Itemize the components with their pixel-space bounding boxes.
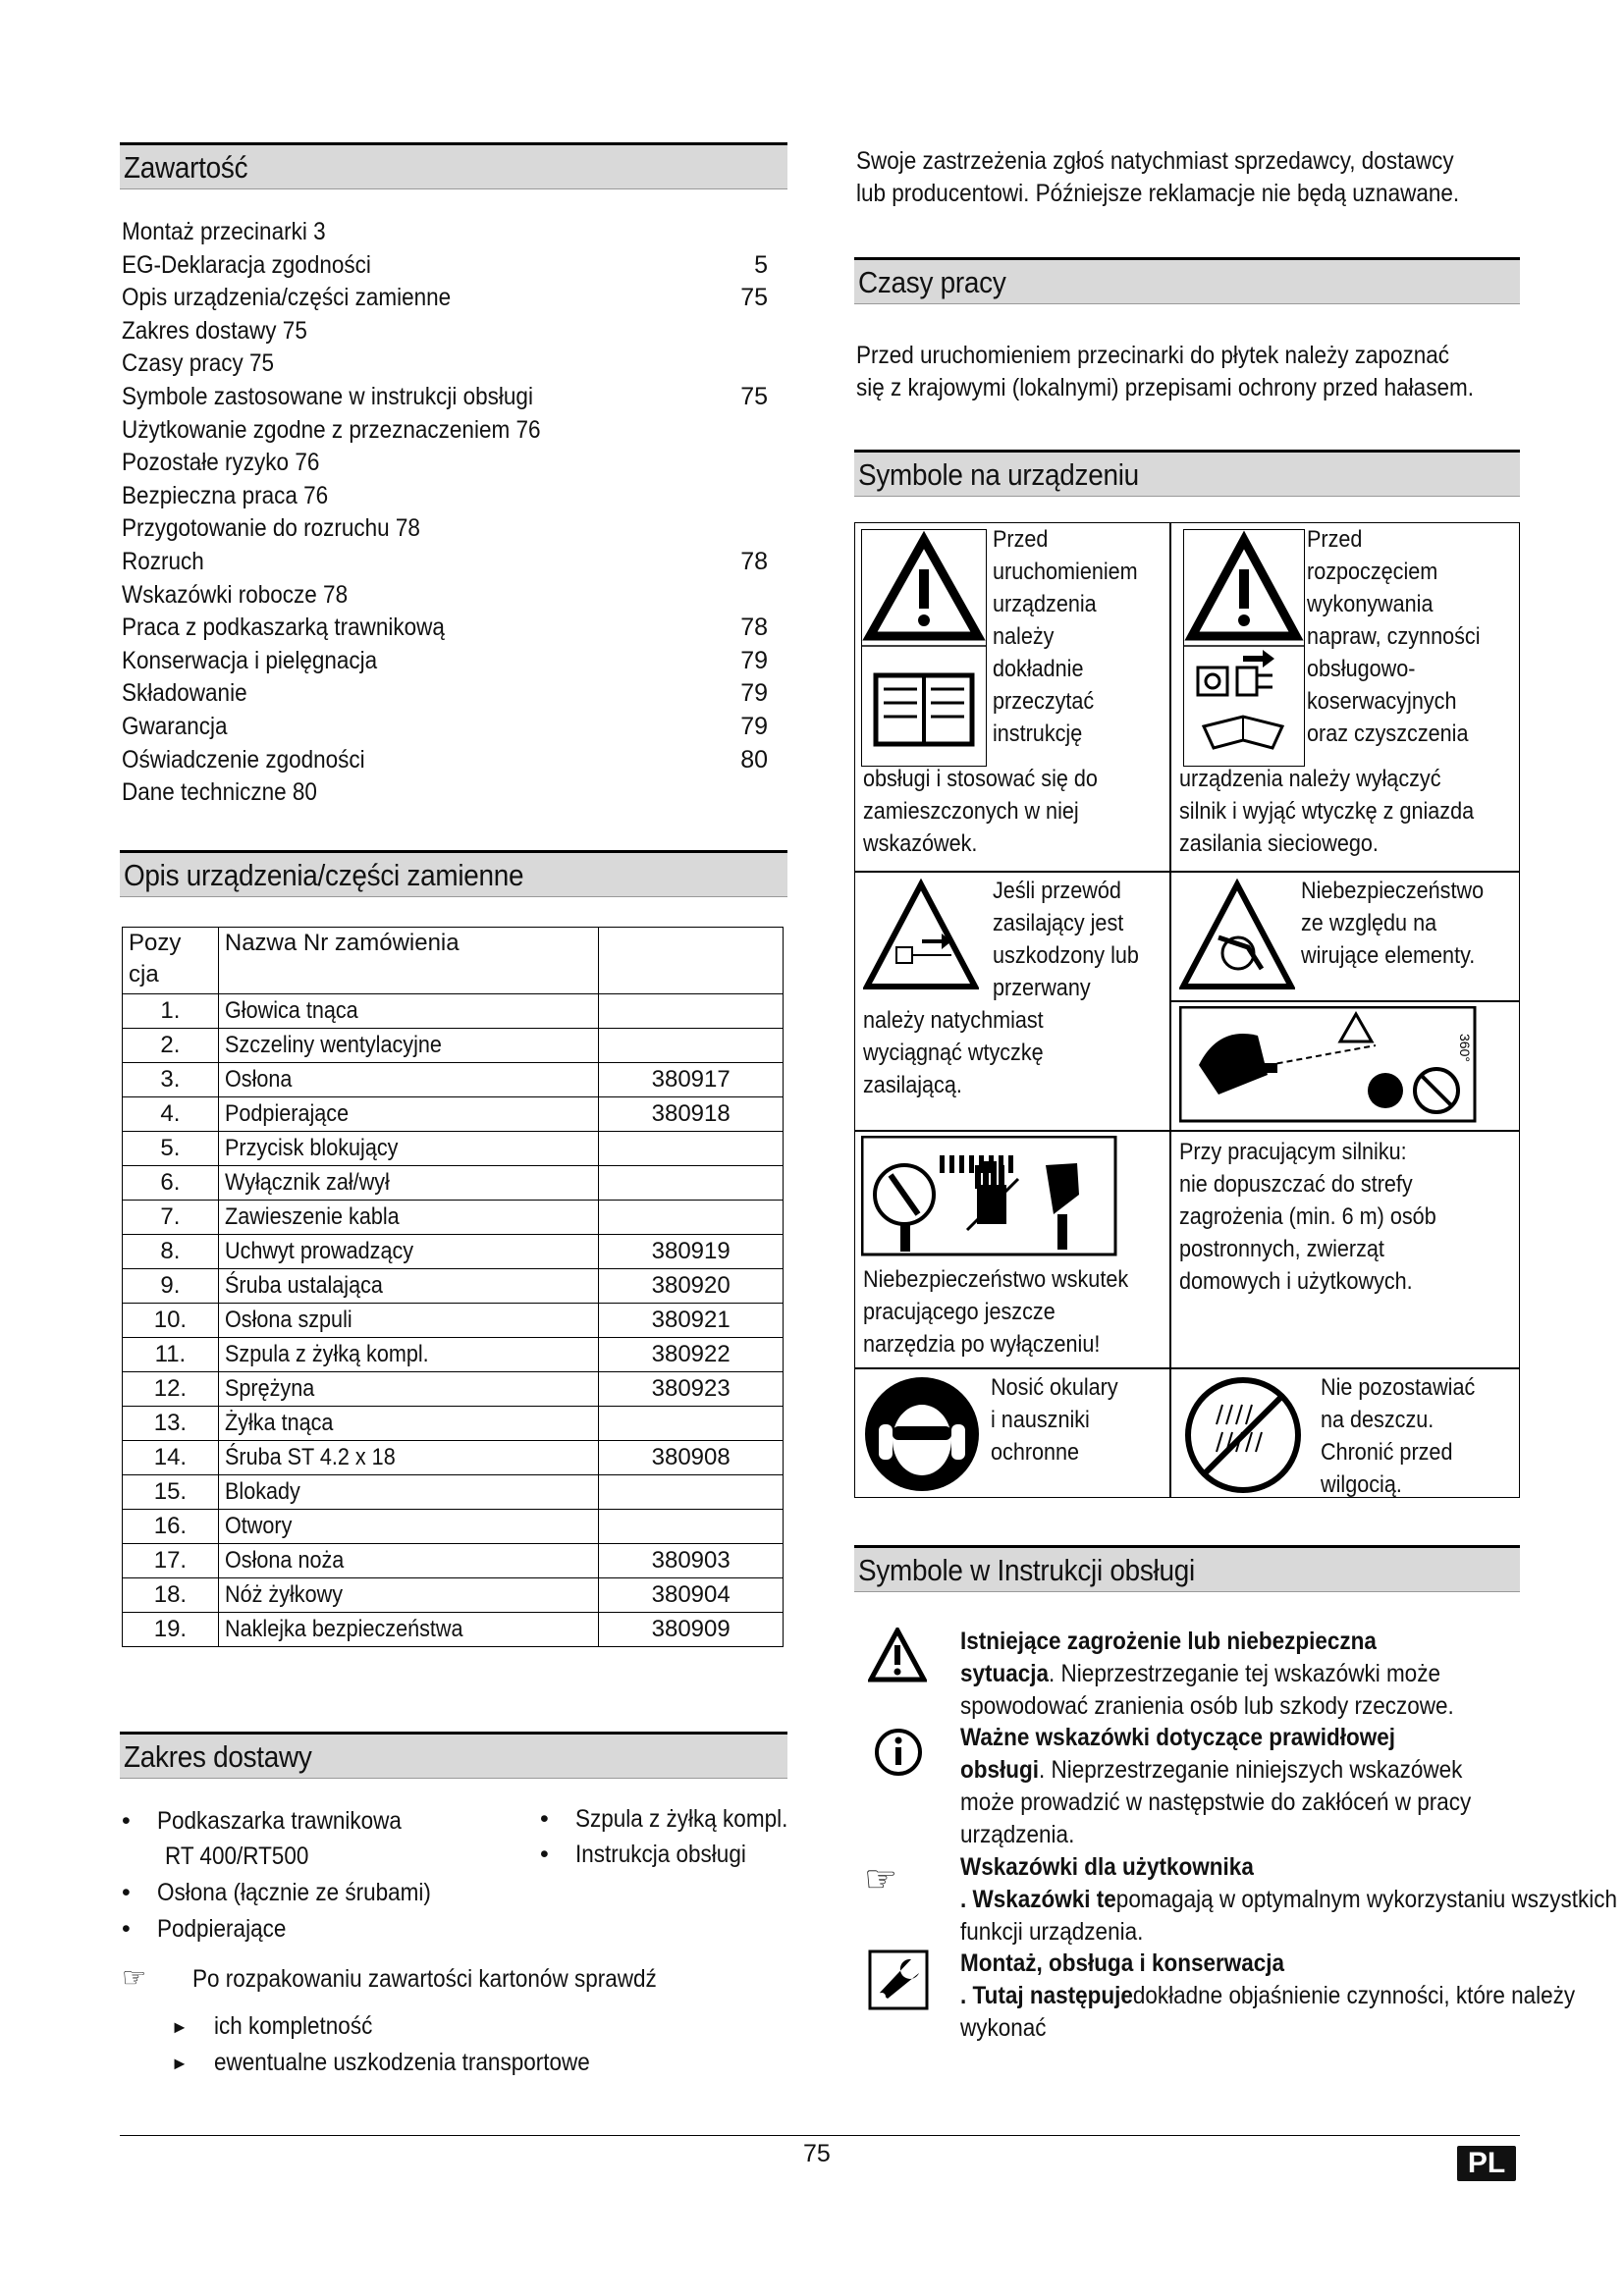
toc-entry: [120, 679, 768, 711]
symbol-text-line: uruchomieniem: [993, 559, 1138, 585]
manual-symbol-info-text: [960, 1722, 1569, 1851]
symbol-text-damaged-cable: [993, 875, 1155, 1004]
parts-pos: 4.: [123, 1097, 219, 1132]
parts-name: Sprężyna: [218, 1372, 599, 1407]
toc-entry: [120, 514, 768, 546]
symbol-lead-text: sytuacja: [960, 1660, 1050, 1687]
parts-title: Opis urządzenia/części zamienne: [124, 858, 524, 892]
parts-order-number: 380909: [599, 1613, 784, 1647]
parts-order-number: [599, 1029, 784, 1063]
parts-name: Uchwyt prowadzący: [218, 1235, 599, 1269]
manual-symbols-heading: [854, 1545, 1520, 1592]
parts-pos: 9.: [123, 1269, 219, 1304]
symbol-text-line: rozpoczęciem: [1307, 559, 1438, 585]
symbol-text-no-rain: [1321, 1371, 1492, 1501]
symbol-text-line: obsługowo-: [1307, 656, 1416, 682]
operator-danger-zone-icon: [1179, 1006, 1484, 1126]
toc-entry-title: Opis urządzenia/części zamienne: [122, 284, 452, 312]
parts-name: Nóż żyłkowy: [218, 1578, 599, 1613]
parts-row: [123, 1201, 784, 1235]
parts-row: [123, 1235, 784, 1269]
parts-name: Śruba ustalająca: [218, 1269, 599, 1304]
symbol-cell-damaged-cable: [854, 872, 1170, 1131]
symbol-text-line: domowych i użytkowych.: [1179, 1268, 1413, 1295]
symbol-text-line: Przy pracującym silniku:: [1179, 1139, 1407, 1165]
parts-name: Śruba ST 4.2 x 18: [218, 1441, 599, 1475]
toc-entry: [120, 614, 768, 645]
parts-order-number: [599, 1201, 784, 1235]
wrench-icon: [868, 1949, 929, 2010]
parts-row: [123, 994, 784, 1029]
parts-name: Osłona noża: [218, 1544, 599, 1578]
parts-name: Otwory: [218, 1510, 599, 1544]
work-times-heading: [854, 257, 1520, 304]
manual-symbol-tip-text: [960, 1851, 1617, 1949]
parts-name: Żyłka tnąca: [218, 1407, 599, 1441]
toc-entry: [120, 482, 768, 513]
symbol-body-text: . Nieprzestrzeganie niniejszych wskazówek: [1039, 1756, 1463, 1784]
warning-triangle-icon: [862, 530, 986, 766]
bullet-dot: •: [540, 1805, 549, 1833]
symbol-text-line: koserwacyjnych: [1307, 688, 1457, 715]
parts-row: [123, 1132, 784, 1166]
running-tool-icon: [861, 1136, 1118, 1257]
parts-name: Wyłącznik zał/wył: [218, 1166, 599, 1201]
symbol-text-read-manual: [993, 523, 1154, 750]
bullet-dot: •: [122, 1915, 131, 1943]
warning-triangle-icon: [1184, 530, 1304, 766]
parts-pos: 17.: [123, 1544, 219, 1578]
manual-symbols-title: Symbole w Instrukcji obsługi: [858, 1553, 1195, 1587]
symbol-text-line: wskazówek.: [863, 830, 978, 857]
symbol-text-line: i nauszniki: [991, 1407, 1090, 1433]
arrow-bullet-icon: ►: [171, 2017, 189, 2037]
parts-pos: 5.: [123, 1132, 219, 1166]
parts-header-row: [123, 928, 784, 994]
parts-header-name: Nazwa Nr zamówienia: [218, 928, 599, 994]
symbol-cell-danger-zone-pictogram: [1170, 1001, 1520, 1131]
damaged-cable-warning-icon: [863, 879, 979, 994]
parts-name: Szpula z żyłką kompl.: [218, 1338, 599, 1372]
footer-rule: [120, 2135, 1520, 2136]
parts-name: Szczeliny wentylacyjne: [218, 1029, 599, 1063]
manual-symbol-service-text: [960, 1948, 1576, 2045]
parts-name: Blokady: [218, 1475, 599, 1510]
toc-entry: [120, 713, 768, 744]
symbol-text-tool-runs-on: [863, 1263, 1158, 1361]
symbol-text-line: należy natychmiast: [863, 1007, 1044, 1034]
toc-entry: [120, 383, 768, 414]
delivery-item-1b: RT 400/RT500: [165, 1842, 309, 1870]
device-symbols-title: Symbole na urządzeniu: [858, 457, 1139, 492]
parts-order-number: 380904: [599, 1578, 784, 1613]
symbol-lead-text: Istniejące zagrożenie lub niebezpieczna: [960, 1628, 1377, 1655]
symbol-body-text: pomagają w optymalnym wykorzystaniu wszystkich: [1115, 1886, 1617, 1913]
symbol-text-keep-distance: [1179, 1136, 1465, 1298]
toc-title: Zawartość: [124, 150, 248, 185]
toc-entry-title: Oświadczenie zgodności: [122, 745, 365, 774]
parts-table: [122, 927, 784, 1647]
symbol-lead-text: . Wskazówki te: [960, 1886, 1116, 1913]
symbol-text-line: Przed: [1307, 526, 1363, 553]
symbol-lead-text: Wskazówki dla użytkownika: [960, 1853, 1254, 1881]
parts-name: Podpierające: [218, 1097, 599, 1132]
toc-entry-title: Zakres dostawy 75: [122, 316, 307, 345]
parts-pos: 10.: [123, 1304, 219, 1338]
parts-pos: 15.: [123, 1475, 219, 1510]
symbol-text-line: zamieszczonych w niej: [863, 798, 1079, 825]
parts-row: [123, 1578, 784, 1613]
delivery-item-2: Osłona (łącznie ze śrubami): [157, 1879, 431, 1906]
toc-entry-title: EG-Deklaracja zgodności: [122, 250, 371, 279]
symbol-body-text: . Nieprzestrzeganie tej wskazówki może: [1049, 1660, 1440, 1687]
symbol-text-line: instrukcję: [993, 721, 1083, 747]
toc-entry-title: Praca z podkaszarką trawnikową: [122, 614, 445, 642]
info-icon: [874, 1728, 923, 1777]
warning-triangle-icon: [868, 1628, 927, 1682]
parts-pos: 13.: [123, 1407, 219, 1441]
parts-order-number: [599, 1510, 784, 1544]
no-rain-icon: [1183, 1375, 1303, 1495]
symbol-text-line: napraw, czynności: [1307, 623, 1481, 650]
symbol-text-line: zasilania sieciowego.: [1179, 830, 1379, 857]
symbol-text-line: postronnych, zwierząt: [1179, 1236, 1384, 1262]
parts-header-pos: Pozy cja: [123, 928, 219, 994]
language-badge: PL: [1457, 2146, 1516, 2181]
symbol-text-line: nie dopuszczać do strefy: [1179, 1171, 1413, 1198]
toc-entry: [120, 416, 768, 448]
toc-entry: [120, 251, 768, 283]
toc-entry-title: Konserwacja i pielęgnacja: [122, 646, 378, 674]
symbol-text-line: wykonywania: [1307, 591, 1434, 617]
symbol-lead-text: obsługi: [960, 1756, 1040, 1784]
symbol-text-line: Przed: [993, 526, 1049, 553]
protective-gear-icon: [863, 1375, 981, 1493]
parts-name: Głowica tnąca: [218, 994, 599, 1029]
toc-entry-title: Składowanie: [122, 679, 247, 708]
toc-entry-page: 80: [740, 745, 768, 774]
danger-zone-badge: 360°: [1457, 1034, 1473, 1062]
symbol-text-line: silnik i wyjąć wtyczkę z gniazda: [1179, 798, 1475, 825]
parts-order-number: [599, 1407, 784, 1441]
toc-entry-page: 79: [740, 646, 768, 674]
parts-pos: 11.: [123, 1338, 219, 1372]
parts-order-number: 380919: [599, 1235, 784, 1269]
toc-entry-title: Gwarancja: [122, 713, 228, 740]
symbol-cell-unplug-before-service: [1170, 522, 1520, 872]
parts-pos: 2.: [123, 1029, 219, 1063]
toc-entry: [120, 317, 768, 348]
toc-entry-title: Symbole zastosowane w instrukcji obsługi: [122, 383, 533, 410]
toc-entry: [120, 778, 768, 810]
toc-entry-page: 78: [740, 548, 768, 575]
symbol-text-rotating-parts: [1301, 875, 1504, 972]
toc-entry: [120, 218, 768, 249]
parts-name: Naklejka bezpieczeństwa: [218, 1613, 599, 1647]
symbol-body-text: wykonać: [960, 2014, 1047, 2042]
toc-entry-title: Pozostałe ryzyko 76: [122, 449, 320, 477]
parts-header-nr: [599, 928, 784, 994]
parts-pos: 19.: [123, 1613, 219, 1647]
parts-row: [123, 1269, 784, 1304]
symbol-text-line: Jeśli przewód: [993, 878, 1121, 904]
symbol-text-line: Niebezpieczeństwo wskutek: [863, 1266, 1129, 1293]
symbol-text-service: [1307, 523, 1499, 750]
arrow-bullet-icon: ►: [171, 2054, 189, 2073]
symbol-text-line: Chronić przed: [1321, 1439, 1453, 1466]
symbol-text-line: Nie pozostawiać: [1321, 1374, 1476, 1401]
symbol-lead-text: . Tutaj następuje: [960, 1982, 1133, 2009]
toc-entry-title: Przygotowanie do rozruchu 78: [122, 514, 420, 543]
delivery-check-1: ich kompletność: [214, 2012, 373, 2040]
symbol-text-line: obsługi i stosować się do: [863, 766, 1098, 792]
toc-entry-title: Rozruch: [122, 548, 204, 575]
toc-entry-page: 79: [740, 713, 768, 740]
delivery-note: Po rozpakowaniu zawartości kartonów sprawdź: [192, 1965, 657, 1993]
bullet-dot: •: [540, 1841, 549, 1868]
symbol-text-line: dokładnie: [993, 656, 1084, 682]
parts-row: [123, 1407, 784, 1441]
parts-row: [123, 1613, 784, 1647]
parts-pos: 8.: [123, 1235, 219, 1269]
parts-name: Przycisk blokujący: [218, 1132, 599, 1166]
symbol-text-line: pracującego jeszcze: [863, 1299, 1056, 1325]
parts-row: [123, 1441, 784, 1475]
toc-entry: [120, 284, 768, 315]
symbol-lead-text: Montaż, obsługa i konserwacja: [960, 1949, 1285, 1977]
toc-entry: [120, 349, 768, 381]
toc-entry: [120, 581, 768, 613]
symbol-text-line: zasilającą.: [863, 1072, 962, 1098]
symbol-body-text: urządzenia.: [960, 1821, 1075, 1848]
symbol-body-text: spowodować zranienia osób lub szkody rzeczowe.: [960, 1692, 1454, 1720]
book-icon: [1204, 717, 1282, 748]
symbol-text-line: urządzenia: [993, 591, 1097, 617]
claims-text: Swoje zastrzeżenia zgłoś natychmiast sprzedawcy, dostawcy lub producentowi. Późniejsze reklamacje nie będą uznawane.: [856, 147, 1460, 207]
toc-entry-page: 78: [740, 614, 768, 642]
parts-order-number: 380923: [599, 1372, 784, 1407]
parts-row: [123, 1166, 784, 1201]
symbol-text-read-manual-cont: [863, 763, 1123, 860]
parts-row: [123, 1063, 784, 1097]
toc-entry-page: 75: [740, 284, 768, 312]
parts-row: [123, 1544, 784, 1578]
toc-heading: [120, 142, 787, 189]
delivery-heading: [120, 1732, 787, 1779]
book-icon: [876, 675, 972, 744]
symbol-text-damaged-cable-cont: [863, 1004, 1063, 1101]
parts-order-number: 380917: [599, 1063, 784, 1097]
toc-entry-page: 79: [740, 679, 768, 708]
parts-row: [123, 1097, 784, 1132]
parts-order-number: 380921: [599, 1304, 784, 1338]
parts-row: [123, 1029, 784, 1063]
symbol-text-line: narzędzia po wyłączeniu!: [863, 1331, 1101, 1358]
symbol-cell-rotating-parts: [1170, 872, 1520, 1001]
parts-order-number: 380920: [599, 1269, 784, 1304]
symbol-body-text: funkcji urządzenia.: [960, 1918, 1144, 1946]
symbol-text-line: urządzenia należy wyłączyć: [1179, 766, 1441, 792]
symbol-text-line: wilgocią.: [1321, 1471, 1402, 1498]
hand-pointer-icon: ☞: [864, 1859, 898, 1900]
parts-name: Osłona: [218, 1063, 599, 1097]
bullet-dot: •: [122, 1879, 131, 1906]
delivery-check-2: ewentualne uszkodzenia transportowe: [214, 2049, 590, 2076]
parts-pos: 12.: [123, 1372, 219, 1407]
page-number: 75: [803, 2140, 831, 2167]
bullet-dot: •: [122, 1807, 131, 1835]
symbol-cell-read-manual: [854, 522, 1170, 872]
symbol-text-line: należy: [993, 623, 1055, 650]
delivery-item-3: Podpierające: [157, 1915, 287, 1943]
parts-row: [123, 1475, 784, 1510]
parts-pos: 3.: [123, 1063, 219, 1097]
parts-order-number: [599, 1475, 784, 1510]
work-times-title: Czasy pracy: [858, 265, 1006, 299]
symbol-lead-text: Ważne wskazówki dotyczące prawidłowej: [960, 1724, 1396, 1751]
toc-entry-title: Bezpieczna praca 76: [122, 481, 329, 509]
delivery-item-1: Podkaszarka trawnikowa: [157, 1807, 402, 1835]
parts-order-number: 380918: [599, 1097, 784, 1132]
symbol-text-line: ochronne: [991, 1439, 1080, 1466]
parts-order-number: 380908: [599, 1441, 784, 1475]
symbol-cell-no-rain: [1170, 1368, 1520, 1498]
symbol-text-line: przeczytać: [993, 688, 1095, 715]
symbol-text-line: oraz czyszczenia: [1307, 721, 1469, 747]
read-manual-icon-frame: [861, 529, 987, 767]
device-symbols-heading: [854, 450, 1520, 497]
parts-pos: 16.: [123, 1510, 219, 1544]
parts-pos: 18.: [123, 1578, 219, 1613]
toc-entry-title: Dane techniczne 80: [122, 778, 317, 807]
toc-entry-title: Czasy pracy 75: [122, 349, 275, 378]
work-times-text: Przed uruchomieniem przecinarki do płytek należy zapoznać się z krajowymi (lokalnymi) przepisami ochrony przed hałasem.: [856, 342, 1474, 401]
toc-entry: [120, 746, 768, 777]
symbol-text-line: na deszczu.: [1321, 1407, 1435, 1433]
parts-pos: 1.: [123, 994, 219, 1029]
symbol-body-text: dokładne objaśnienie czynności, które należy: [1132, 1982, 1576, 2009]
parts-row: [123, 1510, 784, 1544]
parts-pos: 6.: [123, 1166, 219, 1201]
parts-order-number: [599, 1166, 784, 1201]
delivery-item-5: Instrukcja obsługi: [575, 1841, 746, 1868]
symbol-text-line: przerwany: [993, 975, 1091, 1001]
symbol-cell-protective-gear: [854, 1368, 1170, 1498]
toc-entry: [120, 548, 768, 579]
parts-order-number: [599, 1132, 784, 1166]
symbol-cell-keep-distance: [1170, 1131, 1520, 1368]
parts-order-number: 380903: [599, 1544, 784, 1578]
toc-entry-page: 5: [754, 250, 768, 279]
toc-entry-page: 75: [740, 383, 768, 410]
manual-symbol-danger-text: [960, 1626, 1569, 1723]
rotating-parts-warning-icon: [1179, 879, 1295, 994]
symbol-text-line: zasilający jest: [993, 910, 1124, 936]
symbol-text-line: uszkodzony lub: [993, 942, 1139, 969]
symbol-text-line: Niebezpieczeństwo: [1301, 878, 1485, 904]
symbol-text-protective-gear: [991, 1371, 1132, 1468]
delivery-title: Zakres dostawy: [124, 1739, 312, 1774]
symbol-text-service-cont: [1179, 763, 1506, 860]
parts-pos: 7.: [123, 1201, 219, 1235]
symbol-text-line: zagrożenia (min. 6 m) osób: [1179, 1203, 1436, 1230]
parts-row: [123, 1372, 784, 1407]
parts-order-number: 380922: [599, 1338, 784, 1372]
parts-name: Zawieszenie kabla: [218, 1201, 599, 1235]
parts-pos: 14.: [123, 1441, 219, 1475]
service-icon-frame: [1183, 529, 1305, 767]
toc-entry-title: Montaż przecinarki 3: [122, 218, 326, 245]
symbol-text-line: Nosić okulary: [991, 1374, 1118, 1401]
symbol-text-line: ze względu na: [1301, 910, 1437, 936]
symbol-cell-tool-runs-on: [854, 1131, 1170, 1368]
parts-heading: [120, 850, 787, 897]
toc-entry-title: Wskazówki robocze 78: [122, 580, 349, 609]
plug-icon: [1198, 650, 1274, 695]
parts-order-number: [599, 994, 784, 1029]
parts-name: Osłona szpuli: [218, 1304, 599, 1338]
parts-row: [123, 1304, 784, 1338]
delivery-item-4: Szpula z żyłką kompl.: [575, 1805, 788, 1833]
toc-entry: [120, 449, 768, 480]
symbol-body-text: może prowadzić w następstwie do zakłóceń w pracy: [960, 1789, 1472, 1816]
symbol-text-line: wyciągnąć wtyczkę: [863, 1040, 1044, 1066]
symbol-text-line: wirujące elementy.: [1301, 942, 1476, 969]
toc-entry-title: Użytkowanie zgodne z przeznaczeniem 76: [122, 415, 541, 444]
hand-pointer-icon: ☞: [122, 1962, 147, 1993]
parts-row: [123, 1338, 784, 1372]
toc-entry: [120, 647, 768, 678]
